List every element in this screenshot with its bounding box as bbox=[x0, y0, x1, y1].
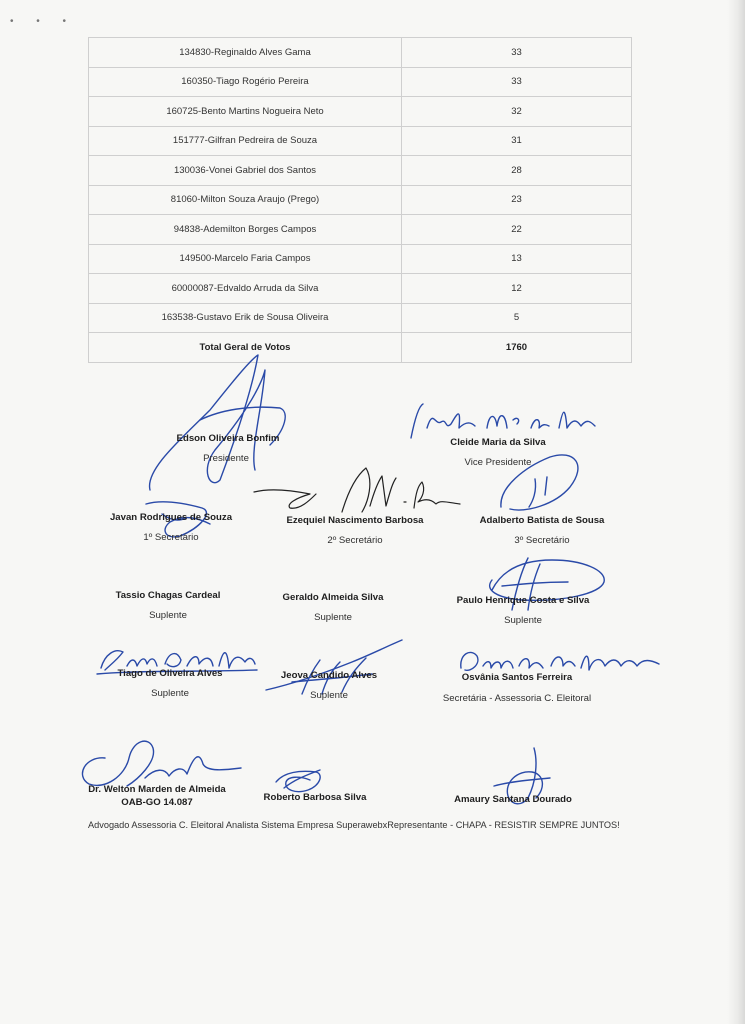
votes-cell: 22 bbox=[402, 215, 632, 245]
signatory-role: Suplente bbox=[314, 612, 352, 623]
candidate-cell: 149500-Marcelo Faria Campos bbox=[89, 244, 402, 274]
signatory-role: 1º Secretário bbox=[143, 532, 199, 543]
candidate-cell: 160350-Tiago Rogério Pereira bbox=[89, 67, 402, 97]
signatory-name: Edson Oliveira Bonfim bbox=[176, 433, 280, 444]
votes-cell: 13 bbox=[402, 244, 632, 274]
signature-ezequiel bbox=[250, 462, 465, 522]
table-row bbox=[89, 126, 632, 156]
signatory-name: Osvânia Santos Ferreira bbox=[461, 672, 573, 683]
scan-marks: • • • bbox=[10, 16, 77, 27]
signatory-name: Amaury Santana Dourado bbox=[454, 794, 572, 805]
signature-paulo bbox=[472, 550, 612, 620]
votes-cell: 5 bbox=[402, 303, 632, 333]
signatory-role: Secretária - Assessoria C. Eleitoral bbox=[442, 693, 592, 704]
footer-line: Advogado Assessoria C. Eleitoral Analista Sistema Empresa SuperawebxRepresentante - CHAPA - RESISTIR SEMPRE JUNTOS! bbox=[88, 820, 620, 830]
signatory-name: Jeova Candido Alves bbox=[280, 670, 378, 681]
table-row bbox=[89, 303, 632, 333]
signatory-role: 3º Secretário bbox=[514, 535, 570, 546]
signatory-role: Vice Presidente bbox=[464, 457, 532, 468]
candidate-cell: 94838-Ademilton Borges Campos bbox=[89, 215, 402, 245]
signatory-name: Tassio Chagas Cardeal bbox=[115, 590, 221, 601]
total-label: Total Geral de Votos bbox=[89, 333, 402, 363]
signatory-role: Suplente bbox=[151, 688, 189, 699]
votes-cell: 31 bbox=[402, 126, 632, 156]
signatory-name: Tiago de Oliveira Alves bbox=[117, 668, 223, 679]
table-row bbox=[89, 185, 632, 215]
signatory-role: Suplente bbox=[504, 615, 542, 626]
signatory-oab: OAB-GO 14.087 bbox=[121, 797, 193, 808]
votes-cell: 33 bbox=[402, 67, 632, 97]
table-row bbox=[89, 67, 632, 97]
signatory-name: Dr. Welton Marden de Almeida bbox=[88, 784, 226, 795]
signatory-name: Javan Rodrigues de Souza bbox=[109, 512, 233, 523]
signatory-name: Paulo Henrique Costa e Silva bbox=[456, 595, 590, 606]
signatory-name: Cleide Maria da Silva bbox=[450, 437, 546, 448]
signatory-role: Suplente bbox=[149, 610, 187, 621]
votes-cell: 32 bbox=[402, 97, 632, 127]
signatory-role: 2º Secretário bbox=[327, 535, 383, 546]
candidate-cell: 81060-Milton Souza Araujo (Prego) bbox=[89, 185, 402, 215]
page-edge-shadow bbox=[727, 0, 745, 1024]
table-row bbox=[89, 274, 632, 304]
signatory-name: Roberto Barbosa Silva bbox=[263, 792, 367, 803]
candidate-cell: 60000087-Edvaldo Arruda da Silva bbox=[89, 274, 402, 304]
signatory-name: Ezequiel Nascimento Barbosa bbox=[286, 515, 424, 526]
votes-table bbox=[88, 37, 632, 363]
total-value: 1760 bbox=[402, 333, 632, 363]
candidate-cell: 130036-Vonei Gabriel dos Santos bbox=[89, 156, 402, 186]
table-row bbox=[89, 97, 632, 127]
table-row bbox=[89, 244, 632, 274]
candidate-cell: 160725-Bento Martins Nogueira Neto bbox=[89, 97, 402, 127]
signatory-name: Adalberto Batista de Sousa bbox=[479, 515, 605, 526]
candidate-cell: 134830-Reginaldo Alves Gama bbox=[89, 38, 402, 68]
votes-cell: 23 bbox=[402, 185, 632, 215]
votes-cell: 28 bbox=[402, 156, 632, 186]
table-row bbox=[89, 215, 632, 245]
votes-cell: 33 bbox=[402, 38, 632, 68]
candidate-cell: 163538-Gustavo Erik de Sousa Oliveira bbox=[89, 303, 402, 333]
table-row bbox=[89, 156, 632, 186]
signatory-role: Presidente bbox=[203, 453, 249, 464]
table-row bbox=[89, 38, 632, 68]
votes-cell: 12 bbox=[402, 274, 632, 304]
signature-cleide bbox=[405, 398, 605, 442]
candidate-cell: 151777-Gilfran Pedreira de Souza bbox=[89, 126, 402, 156]
signatory-role: Suplente bbox=[310, 690, 348, 701]
signatory-name: Geraldo Almeida Silva bbox=[282, 592, 384, 603]
